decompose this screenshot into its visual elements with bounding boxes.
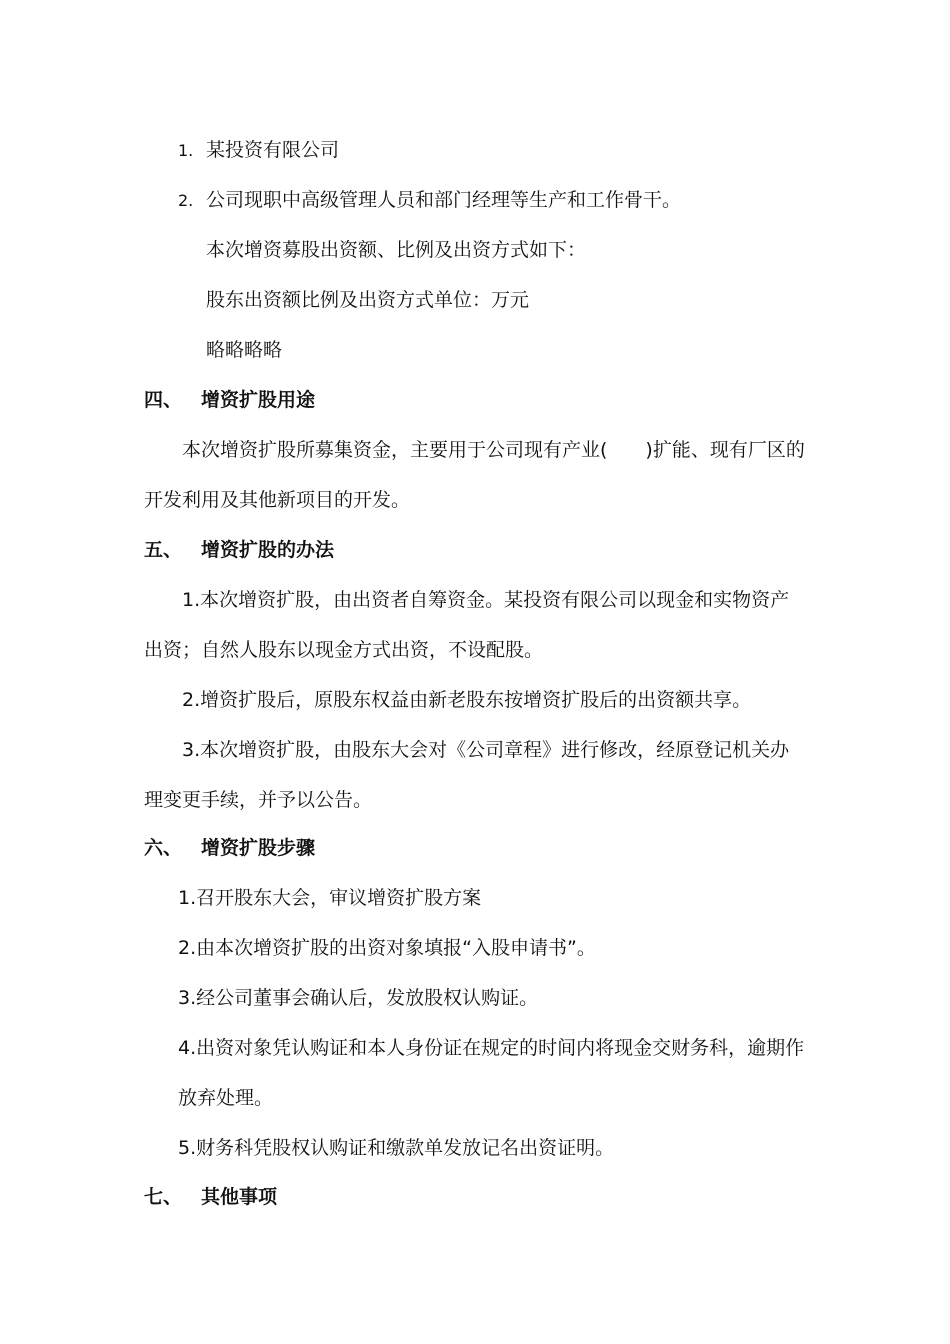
- paragraph-line: 本次增资扩股所募集资金，主要用于公司现有产业( )扩能、现有厂区的: [182, 439, 805, 461]
- list-number: 1.: [178, 141, 194, 160]
- section-title: 增资扩股的办法: [201, 539, 335, 561]
- section-heading: [144, 388, 315, 412]
- step-line: 放弃处理。: [178, 1087, 274, 1109]
- paragraph-line: 1.本次增资扩股，由出资者自筹资金。某投资有限公司以现金和实物资产: [182, 589, 790, 611]
- section-number: 六、: [144, 837, 183, 859]
- intro-line: 本次增资募股出资额、比例及出资方式如下：: [206, 239, 587, 261]
- section-number: 五、: [144, 539, 183, 561]
- paragraph-line: 理变更手续，并予以公告。: [144, 789, 373, 811]
- list-text: 公司现职中高级管理人员和部门经理等生产和工作骨干。: [206, 189, 682, 211]
- section-heading: [144, 836, 315, 860]
- section-title: 增资扩股步骤: [201, 837, 316, 859]
- step-line: 5.财务科凭股权认购证和缴款单发放记名出资证明。: [178, 1137, 615, 1159]
- section-title: 增资扩股用途: [201, 389, 316, 411]
- paragraph-line: 3.本次增资扩股，由股东大会对《公司章程》进行修改，经原登记机关办: [182, 739, 790, 761]
- paragraph-line: 2.增资扩股后，原股东权益由新老股东按增资扩股后的出资额共享。: [182, 689, 752, 711]
- intro-line: 股东出资额比例及出资方式单位：万元: [206, 289, 530, 311]
- step-line: 1.召开股东大会，审议增资扩股方案: [178, 887, 482, 909]
- step-line: 3.经公司董事会确认后，发放股权认购证。: [178, 987, 539, 1009]
- list-item-2: [178, 188, 681, 212]
- section-heading: [144, 538, 334, 562]
- step-line: 4.出资对象凭认购证和本人身份证在规定的时间内将现金交财务科，逾期作: [178, 1037, 805, 1059]
- paragraph-line: 出资；自然人股东以现金方式出资，不设配股。: [144, 639, 544, 661]
- step-line: 2.由本次增资扩股的出资对象填报“入股申请书”。: [178, 937, 596, 959]
- intro-line: 略略略略: [206, 339, 283, 361]
- section-number: 四、: [144, 389, 183, 411]
- section-title: 其他事项: [201, 1186, 278, 1208]
- list-item-1: [178, 138, 339, 162]
- list-text: 某投资有限公司: [206, 139, 340, 161]
- section-number: 七、: [144, 1186, 183, 1208]
- section-heading: [144, 1185, 277, 1209]
- paragraph-line: 开发利用及其他新项目的开发。: [144, 489, 411, 511]
- list-number: 2.: [178, 191, 194, 210]
